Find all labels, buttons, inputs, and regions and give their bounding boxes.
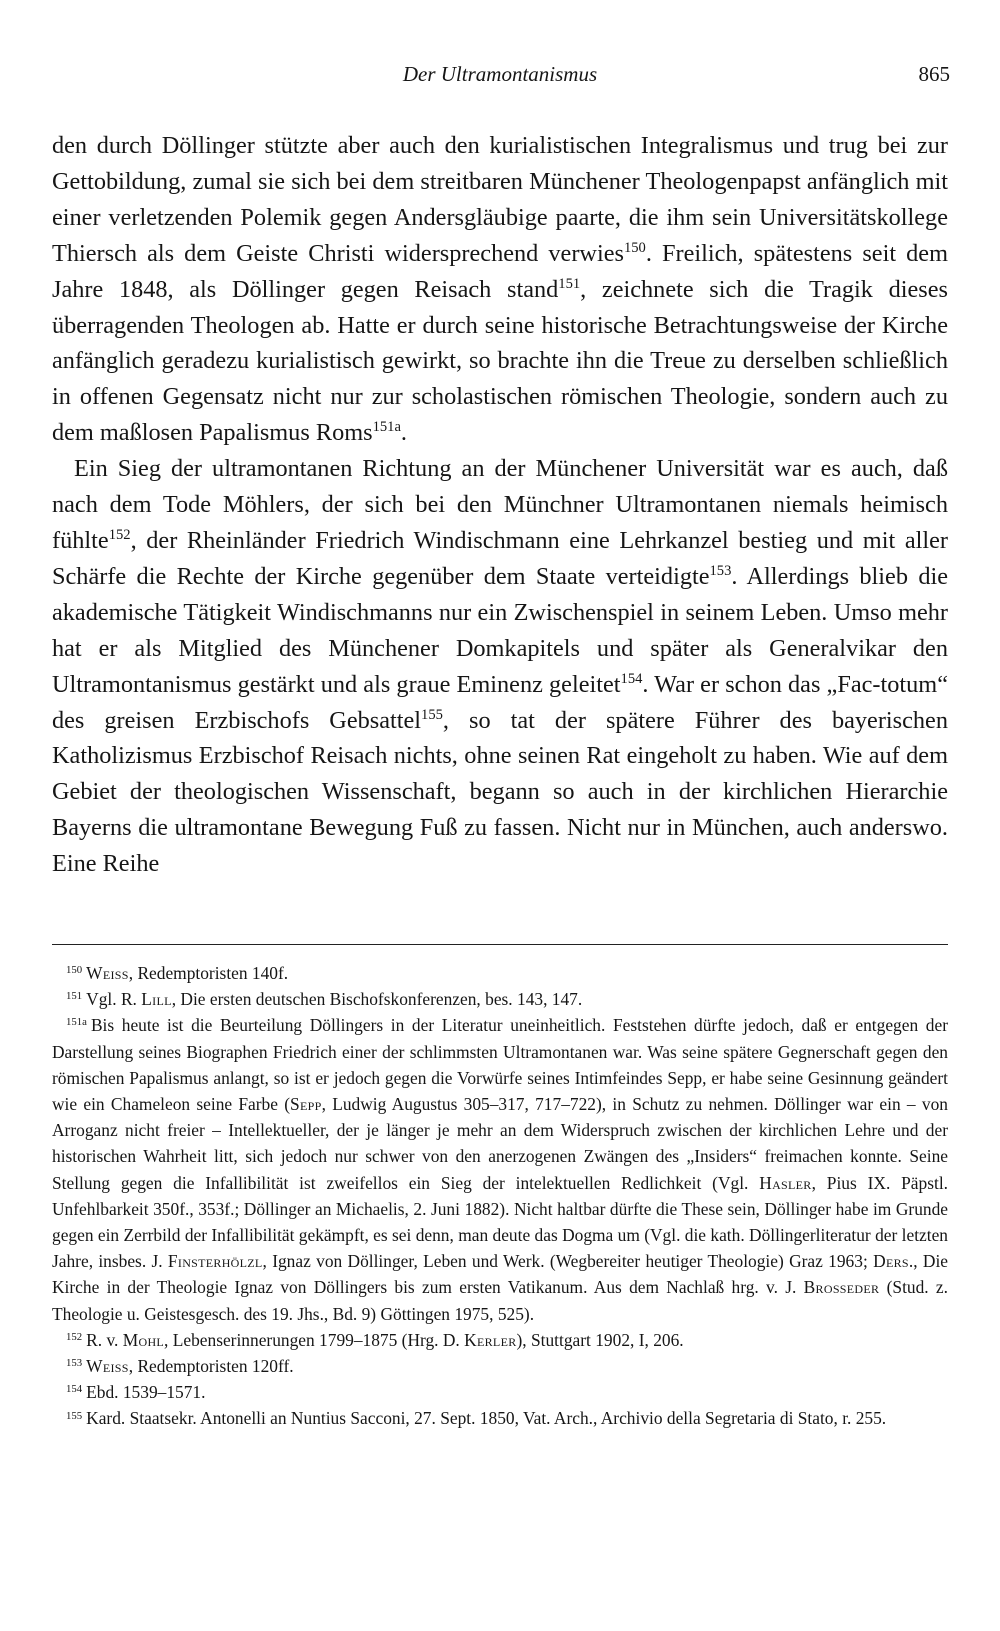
text-run: , der Rheinländer Friedrich Windischmann eine Lehrkanzel bestieg und mit aller Schärfe die Rechte der Kirche gegenüber dem Staate verteidigte [52,526,948,590]
text-run: ), Stuttgart 1902, I, 206. [516,1329,684,1350]
text-run: Ein Sieg der ultramontanen Richtung an der Münchener Universität war es auch, daß nach dem Tode Möhlers, der sich bei den Münchner Ultramontanen niemals heimisch fühlte [52,455,948,554]
footnote-150 [52,960,948,986]
text-run: Bis heute ist die Beurteilung Döllingers in der Literatur uneinheitlich. Feststehen dürfte jedoch, daß er entgegen der Darstellung seines Biographen Friedrich einer der schlimmsten Ultramontanen war. Was seine spätere Gegnerschaft gegen den römischen Papalismus anlangt, so ist er jedoch gegen die Vorwürfe seines Intimfeindes Sepp, er habe seine Gesinnung geändert wie ein Chameleon seine Farbe ( [52,1015,948,1115]
text-run: Kard. Staatsekr. Antonelli an Nuntius Sacconi, 27. Sept. 1850, Vat. Arch., Archivio della Segretaria di Stato, r. 255. [86,1408,887,1429]
footnote-ref-151a: 151a [372,419,401,436]
text-run: . [400,419,407,447]
main-text [52,128,948,882]
text-run: , Die ersten deutschen Bischofskonferenzen, bes. 143, 147. [171,989,583,1010]
footnote-ref-153: 153 [709,562,732,579]
text-run: , Pius IX. Päpstl. Unfehlbarkeit 350f., 353f.; Döllinger an Michaelis, 2. Juni 1882). Nicht haltbar dürfte die These sein, Döllinger habe im Grunde gegen ein Zerrbild der Infallibilität gekämpft, es sei denn, man deute das Dogma um (Vgl. die kath. Döllingerliteratur der letzten Jahre, insbes. J. [52,1172,948,1272]
paragraph-2 [52,451,948,882]
footnotes [52,960,948,1432]
text-run: ., Die Kirche in der Theologie Ignaz von Döllingers bis zum ersten Vatikanum. Aus dem Nachlaß hrg. v. J. [52,1251,948,1298]
text-run: Vgl. R. [86,989,142,1010]
page-number: 865 [918,62,950,86]
footnote-mark: 153 [66,1357,83,1370]
footnote-ref-151: 151 [558,275,581,292]
text-run: den durch Döllinger stützte aber auch den kurialistischen Integralismus und trug bei zur Gettobildung, zumal sie sich bei dem streitbaren Münchener Theologenpapst anfänglich mit einer verletzenden Polemik gegen Andersgläubige paarte, die ihm sein Universitätskollege Thiersch als dem Geiste Christi widersprechend verwies [52,132,948,267]
footnote-153 [52,1353,948,1379]
footnote-152 [52,1327,948,1353]
author-name: Sepp [290,1094,322,1115]
footnote-ref-150: 150 [623,239,646,256]
footnote-ref-152: 152 [108,526,131,543]
text-run: (Stud. z. Theologie u. Geistesgesch. des 19. Jhs., Bd. 9) Göttingen 1975, 525). [52,1277,948,1324]
footnote-ref-155: 155 [421,706,443,723]
paragraph-1 [52,128,948,451]
author-name: Finsterhölzl [167,1251,263,1272]
text-run: R. v. [86,1329,123,1350]
text-run: , Redemptoristen 120ff. [128,1356,294,1377]
author-name: Lill [141,989,172,1010]
author-name: Brosseder [803,1277,880,1298]
text-run: , Ludwig Augustus 305–317, 717–722), in Schutz zu nehmen. Döllinger war ein – von Arroganz nicht freier – Intellektueller, der je länger je mehr an dem Widerspruch zwischen der kirchlichen Lehre und der historischen Wahrheit litt, sich jedoch nur schwer von den anerzogenen Zwängen des „Insiders“ freimachen konnte. Seine Stellung gegen die Infallibilität ist zweifellos ein Sieg der intelektuellen Redlichkeit (Vgl. [52,1094,948,1193]
text-run: , zeichnete sich die Tragik dieses überragenden Theologen ab. Hatte er durch seine historische Betrachtungsweise der Kirche anfänglich geradezu kurialistisch gewirkt, so brachte ihn die Treue zu derselben schließlich in offenen Gegensatz nicht nur zur scholastischen römischen Theologie, sondern auch zu dem maßlosen Papalismus Roms [52,275,948,447]
author-name: Weiss [86,963,129,983]
author-name: Mohl [122,1329,165,1350]
footnote-mark: 154 [66,1383,83,1396]
running-title: Der Ultramontanismus [402,62,598,86]
footnote-mark: 151a [66,1016,87,1029]
footnote-mark: 151 [66,990,83,1003]
page-header [50,62,950,92]
footnote-mark: 152 [66,1330,83,1343]
text-run: . Freilich, spätestens seit dem Jahre 1848, als Döllinger gegen Reisach stand [52,239,948,303]
text-run: , Redemptoristen 140f. [128,963,289,983]
footnote-ref-154: 154 [620,670,643,687]
footnote-151 [52,986,948,1012]
author-name: Ders [873,1251,909,1272]
author-name: Hasler [759,1172,812,1193]
text-run: , Ignaz von Döllinger, Leben und Werk. (Wegbereiter heutiger Theologie) Graz 1963; [262,1251,874,1272]
footnote-divider [52,944,948,945]
text-run: Ebd. 1539–1571. [86,1382,206,1403]
footnote-mark: 155 [66,1409,83,1422]
text-run: , Lebenserinnerungen 1799–1875 (Hrg. D. [164,1329,465,1350]
footnote-154 [52,1379,948,1405]
footnote-151a [52,1012,948,1326]
text-run: . War er schon das „Fac-totum“ des greisen Erzbischofs Gebsattel [52,670,948,734]
text-run: . Allerdings blieb die akademische Tätigkeit Windischmanns nur ein Zwischenspiel in seinem Leben. Umso mehr hat er als Mitglied des Münchener Domkapitels und später als Generalvikar den Ultramontanismus gestärkt und als graue Eminenz geleitet [52,562,948,698]
footnote-155 [52,1405,948,1431]
author-name: Kerler [464,1329,517,1350]
author-name: Weiss [86,1356,129,1377]
text-run: , so tat der spätere Führer des bayerischen Katholizismus Erzbischof Reisach nichts, ohne seinen Rat eingeholt zu haben. Wie auf dem Gebiet der theologischen Wissenschaft, begann so auch in der kirchlichen Hierarchie Bayerns die ultramontane Bewegung Fuß zu fassen. Nicht nur in München, auch anderswo. Eine Reihe [52,706,948,878]
footnote-mark: 150 [66,964,83,977]
